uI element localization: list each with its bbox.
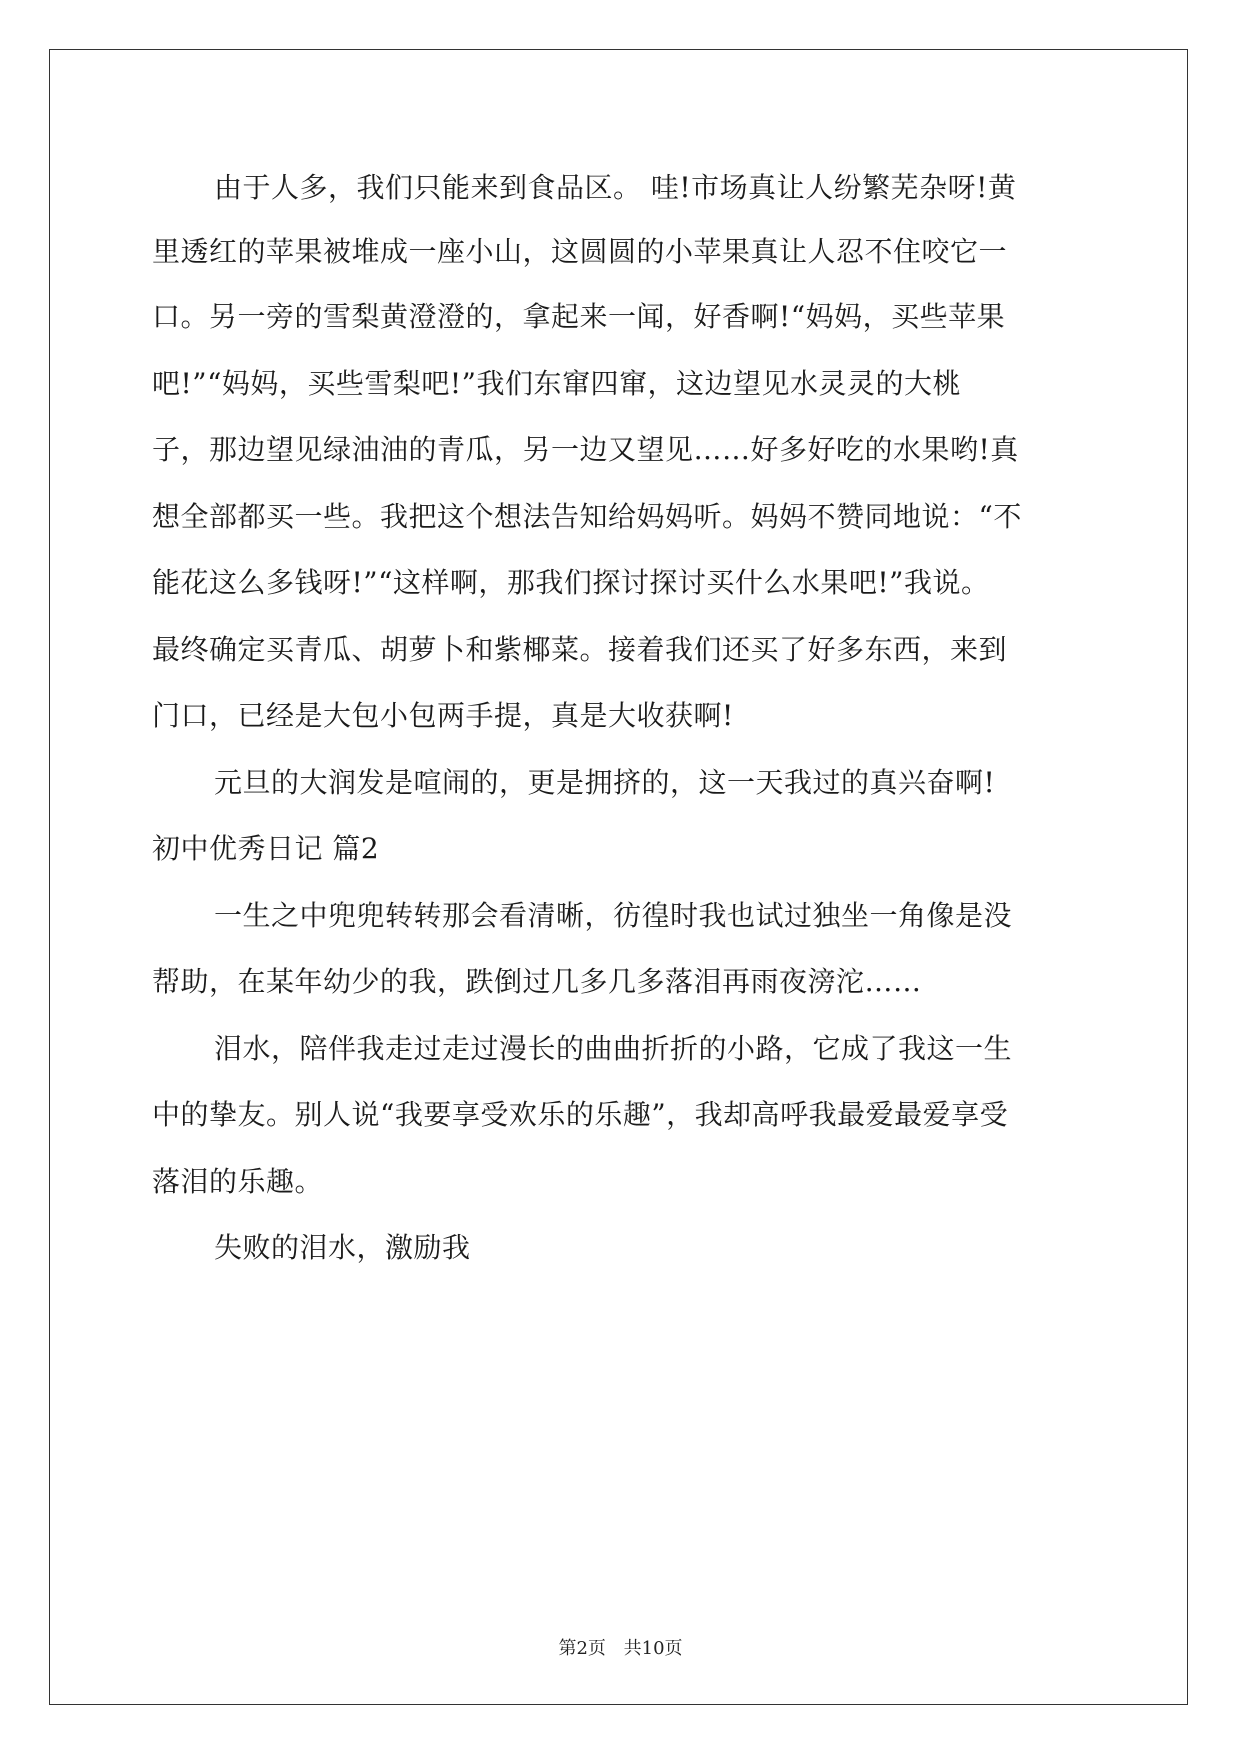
text-line: 泪水，陪伴我走过走过漫长的曲曲折折的小路，它成了我这一生 bbox=[214, 1032, 1013, 1065]
text-line: 门口，已经是大包小包两手提，真是大收获啊! bbox=[152, 699, 734, 732]
text-line: 失败的泪水，激励我 bbox=[214, 1231, 471, 1264]
page-footer bbox=[0, 1637, 1241, 1661]
text-line: 中的挚友。别人说“我要享受欢乐的乐趣”，我却高呼我最爱最爱享受 bbox=[152, 1098, 1009, 1131]
text-line: 一生之中兜兜转转那会看清晰，彷徨时我也试过独坐一角像是没 bbox=[214, 899, 1013, 932]
text-line: 吧!”“妈妈，买些雪梨吧!”我们东窜四窜，这边望见水灵灵的大桃 bbox=[152, 367, 961, 400]
text-line: 落泪的乐趣。 bbox=[152, 1165, 324, 1198]
text-line: 最终确定买青瓜、胡萝卜和紫椰菜。接着我们还买了好多东西，来到 bbox=[152, 633, 1008, 666]
text-line: 能花这么多钱呀!”“这样啊，那我们探讨探讨买什么水果吧!”我说。 bbox=[152, 566, 990, 599]
text-line: 想全部都买一些。我把这个想法告知给妈妈听。妈妈不赞同地说：“不 bbox=[152, 500, 1022, 533]
section-heading: 初中优秀日记 篇2 bbox=[152, 832, 380, 865]
text-line: 帮助，在某年幼少的我，跌倒过几多几多落泪再雨夜滂沱…… bbox=[152, 965, 922, 998]
page-number: 第2页 bbox=[558, 1638, 606, 1659]
text-line: 元旦的大润发是喧闹的，更是拥挤的，这一天我过的真兴奋啊! bbox=[214, 766, 996, 799]
text-line: 口。另一旁的雪梨黄澄澄的，拿起来一闻，好香啊!“妈妈，买些苹果 bbox=[152, 300, 1006, 333]
text-line: 子，那边望见绿油油的青瓜，另一边又望见……好多好吃的水果哟!真 bbox=[152, 433, 1019, 466]
text-line: 由于人多，我们只能来到食品区。 哇!市场真让人纷繁芜杂呀!黄 bbox=[214, 171, 1017, 204]
text-line: 里透红的苹果被堆成一座小山，这圆圆的小苹果真让人忍不住咬它一 bbox=[152, 235, 1008, 268]
page-total: 共10页 bbox=[623, 1638, 683, 1659]
